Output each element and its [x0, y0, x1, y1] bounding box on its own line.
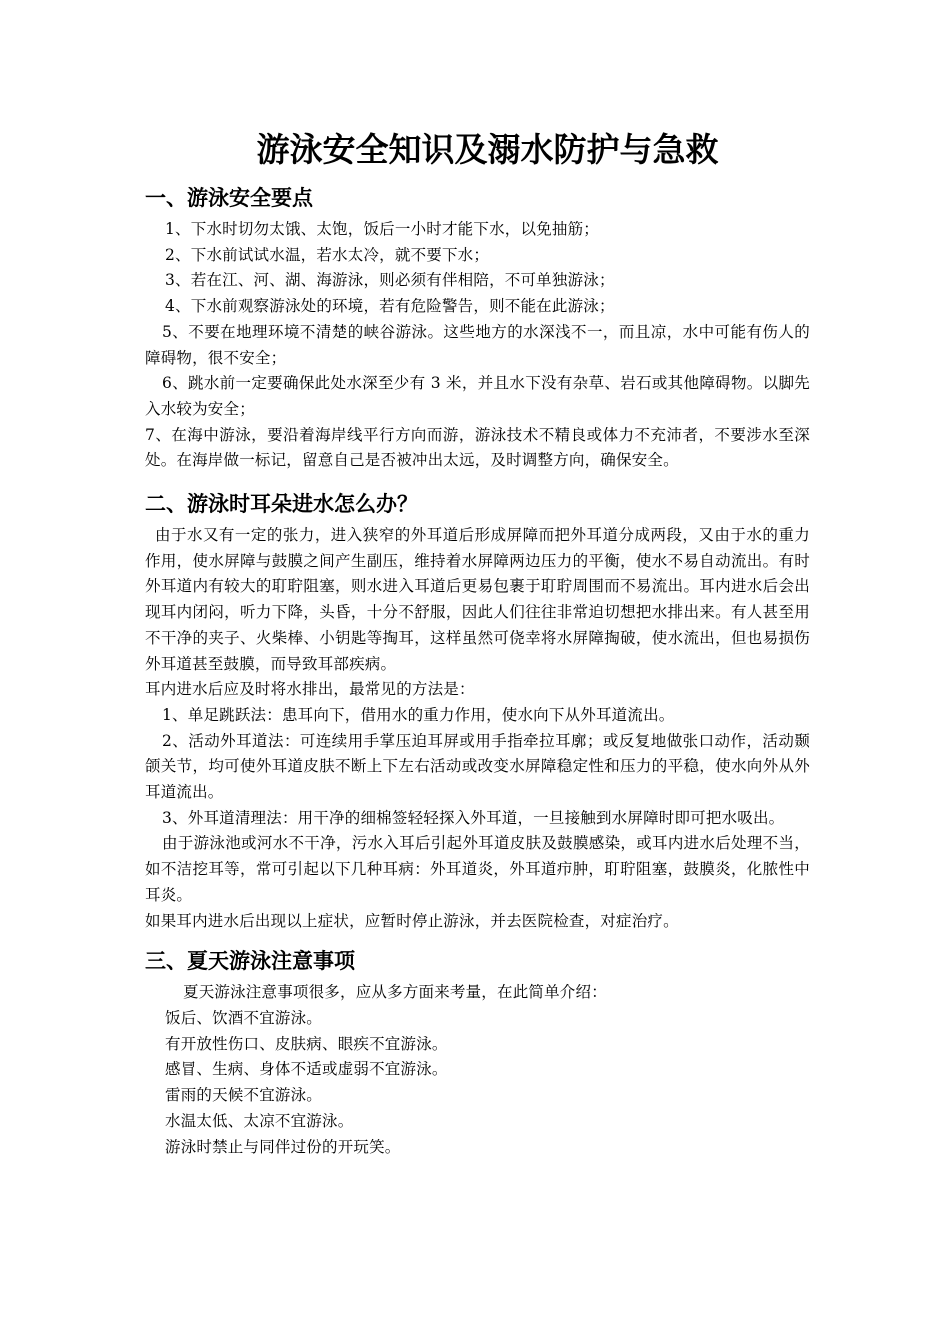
list-item: 游泳时禁止与同伴过份的开玩笑。 — [165, 1137, 401, 1156]
list-item: 饭后、饮酒不宜游泳。 — [165, 1008, 323, 1027]
list-item: 3、若在江、河、湖、海游泳，则必须有伴相陪，不可单独游泳； — [165, 271, 615, 290]
list-item: 6、跳水前一定要确保此处水深至少有 3 米，并且水下没有杂草、岩石或其他障碍物。以脚先入水较为安全； — [145, 374, 810, 418]
section-heading: 一、游泳安全要点 — [145, 186, 313, 210]
paragraph: 夏天游泳注意事项很多，应从多方面来考量，在此简单介绍： — [183, 983, 607, 1002]
list-item: 5、不要在地理环境不清楚的峡谷游泳。这些地方的水深浅不一，而且凉，水中可能有伤人的障碍物，很不安全； — [145, 322, 810, 367]
document-page — [145, 125, 810, 1160]
section-summer-swimming — [145, 942, 810, 1160]
paragraph: 如果耳内进水后出现以上症状，应暂时停止游泳，并去医院检查，对症治疗。 — [145, 911, 679, 930]
paragraph: 由于水又有一定的张力，进入狭窄的外耳道后形成屏障而把外耳道分成两段，又由于水的重力作用，使水屏障与鼓膜之间产生副压，维持着水屏障两边压力的平衡，使水不易自动流出。有时外耳道内有较大的耵聍阻塞，则水进入耳道后更易包裹于耵聍周围而不易流出。耳内进水后会出现耳内闭闷，听力下降，头昏，十分不舒服，因此人们往往非常迫切想把水排出来。有人甚至用不干净的夹子、火柴棒、小钥匙等掏耳，这样虽然可侥幸将水屏障掏破，使水流出，但也易损伤外耳道甚至鼓膜，而导致耳部疾病。 — [145, 526, 810, 673]
section-ear-water — [145, 485, 810, 934]
list-item: 1、单足跳跃法：患耳向下，借用水的重力作用，使水向下从外耳道流出。 — [162, 705, 675, 724]
list-item: 2、活动外耳道法：可连续用手掌压迫耳屏或用手指牵拉耳廓；或反复地做张口动作，活动颞颌关节，均可使外耳道皮肤不断上下左右活动或改变水屏障稳定性和压力的平稳，使水向外从外耳道流出。 — [145, 731, 810, 802]
list-item: 1、下水时切勿太饿、太饱，饭后一小时才能下水，以免抽筋； — [165, 220, 599, 238]
section-heading: 二、游泳时耳朵进水怎么办？ — [145, 492, 418, 517]
list-item: 2、下水前试试水温，若水太冷，就不要下水； — [165, 245, 490, 264]
paragraph: 由于游泳池或河水不干净，污水入耳后引起外耳道皮肤及鼓膜感染，或耳内进水后处理不当，如不洁挖耳等，常可引起以下几种耳病：外耳道炎，外耳道疖肿，耵聍阻塞，鼓膜炎，化脓性中耳炎。 — [145, 834, 810, 904]
document-title: 游泳安全知识及溺水防护与急救 — [256, 130, 719, 169]
list-item: 3、外耳道清理法：用干净的细棉签轻轻探入外耳道，一旦接触到水屏障时即可把水吸出。 — [162, 808, 785, 827]
list-item: 感冒、生病、身体不适或虚弱不宜游泳。 — [165, 1060, 448, 1079]
list-item: 雷雨的天候不宜游泳。 — [165, 1086, 323, 1105]
list-item: 有开放性伤口、皮肤病、眼疾不宜游泳。 — [165, 1034, 448, 1053]
list-item: 7、在海中游泳，要沿着海岸线平行方向而游，游泳技术不精良或体力不充沛者，不要涉水至深处。在海岸做一标记，留意自己是否被冲出太远，及时调整方向，确保安全。 — [145, 425, 810, 470]
list-item: 4、下水前观察游泳处的环境，若有危险警告，则不能在此游泳； — [165, 297, 615, 316]
section-swimming-safety — [145, 179, 810, 474]
section-heading: 三、夏天游泳注意事项 — [145, 949, 355, 974]
paragraph: 耳内进水后应及时将水排出，最常见的方法是： — [145, 680, 475, 699]
list-item: 水温太低、太凉不宜游泳。 — [165, 1111, 354, 1130]
